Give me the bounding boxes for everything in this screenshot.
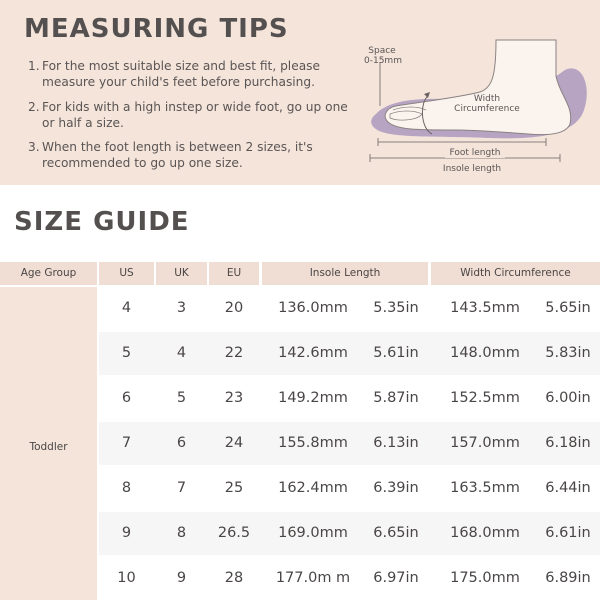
cell-eu: 26.5 <box>217 525 251 541</box>
cell-width-in: 6.89in <box>545 570 591 586</box>
tip-number: 1. <box>28 59 40 73</box>
table-row <box>99 512 600 555</box>
width-label-line1: Width <box>473 94 501 104</box>
cell-us: 5 <box>121 345 132 361</box>
header-age-group: Age Group <box>0 262 97 285</box>
cell-eu: 22 <box>224 345 244 361</box>
cell-width-mm: 143.5mm <box>450 300 520 316</box>
tip-number: 2. <box>28 100 40 114</box>
cell-insole-mm: 177.0m m <box>275 570 351 586</box>
cell-eu: 23 <box>224 390 244 406</box>
width-label-line2: Circumference <box>454 104 520 114</box>
foot-length-label: Foot length <box>445 148 505 158</box>
cell-width-in: 5.83in <box>545 345 591 361</box>
cell-insole-in: 6.65in <box>373 525 419 541</box>
table-row <box>99 377 600 420</box>
cell-width-in: 6.00in <box>545 390 591 406</box>
cell-width-mm: 175.0mm <box>450 570 520 586</box>
header-width-circumference: Width Circumference <box>431 262 600 285</box>
table-row <box>99 287 600 330</box>
cell-uk: 6 <box>176 435 187 451</box>
cell-insole-in: 5.87in <box>373 390 419 406</box>
tip-item <box>28 139 358 171</box>
table-row <box>99 422 600 465</box>
tip-item <box>28 58 358 90</box>
cell-us: 9 <box>121 525 132 541</box>
size-guide-table <box>0 262 600 600</box>
cell-eu: 24 <box>224 435 244 451</box>
measuring-tips-section <box>0 0 600 185</box>
cell-uk: 4 <box>176 345 187 361</box>
header-eu: EU <box>209 262 259 285</box>
cell-insole-mm: 169.0mm <box>278 525 348 541</box>
cell-width-in: 5.65in <box>545 300 591 316</box>
cell-us: 4 <box>121 300 132 316</box>
cell-insole-in: 5.35in <box>373 300 419 316</box>
age-group-column <box>0 287 97 600</box>
cell-width-mm: 152.5mm <box>450 390 520 406</box>
cell-uk: 7 <box>176 480 187 496</box>
cell-insole-mm: 149.2mm <box>278 390 348 406</box>
cell-us: 8 <box>121 480 132 496</box>
cell-eu: 25 <box>224 480 244 496</box>
cell-width-in: 6.61in <box>545 525 591 541</box>
cell-us: 10 <box>117 570 136 586</box>
measuring-tips-title: MEASURING TIPS <box>24 14 289 44</box>
cell-width-mm: 157.0mm <box>450 435 520 451</box>
cell-eu: 28 <box>224 570 244 586</box>
cell-uk: 3 <box>176 300 187 316</box>
header-us: US <box>99 262 154 285</box>
cell-insole-mm: 136.0mm <box>278 300 348 316</box>
cell-insole-mm: 155.8mm <box>278 435 348 451</box>
cell-insole-in: 6.39in <box>373 480 419 496</box>
table-row <box>99 467 600 510</box>
table-row <box>99 332 600 375</box>
cell-insole-in: 5.61in <box>373 345 419 361</box>
tip-item <box>28 99 358 131</box>
cell-us: 7 <box>121 435 132 451</box>
cell-width-mm: 168.0mm <box>450 525 520 541</box>
width-circumference-label <box>452 94 522 114</box>
space-label-line1: Space <box>368 46 396 56</box>
header-insole-length: Insole Length <box>262 262 428 285</box>
cell-width-in: 6.18in <box>545 435 591 451</box>
cell-insole-in: 6.13in <box>373 435 419 451</box>
size-guide-title: SIZE GUIDE <box>14 207 190 237</box>
cell-insole-in: 6.97in <box>373 570 419 586</box>
header-uk: UK <box>156 262 207 285</box>
foot-measure-diagram <box>360 36 592 182</box>
cell-uk: 8 <box>176 525 187 541</box>
space-label <box>364 46 400 66</box>
space-label-line2: 0-15mm <box>364 56 402 66</box>
cell-width-mm: 148.0mm <box>450 345 520 361</box>
tip-text: For kids with a high instep or wide foot, go up one or half a size. <box>42 100 348 130</box>
insole-length-label: Insole length <box>442 164 502 174</box>
cell-us: 6 <box>121 390 132 406</box>
age-group-value: Toddler <box>29 441 68 453</box>
tip-number: 3. <box>28 140 40 154</box>
cell-eu: 20 <box>224 300 244 316</box>
cell-insole-mm: 142.6mm <box>278 345 348 361</box>
tip-text: When the foot length is between 2 sizes, it's recommended to go up one size. <box>42 140 313 170</box>
tip-text: For the most suitable size and best fit, please measure your child's feet before purchasing. <box>42 59 321 89</box>
cell-width-in: 6.44in <box>545 480 591 496</box>
cell-uk: 9 <box>176 570 187 586</box>
cell-uk: 5 <box>176 390 187 406</box>
cell-insole-mm: 162.4mm <box>278 480 348 496</box>
table-row <box>99 557 600 600</box>
cell-width-mm: 163.5mm <box>450 480 520 496</box>
